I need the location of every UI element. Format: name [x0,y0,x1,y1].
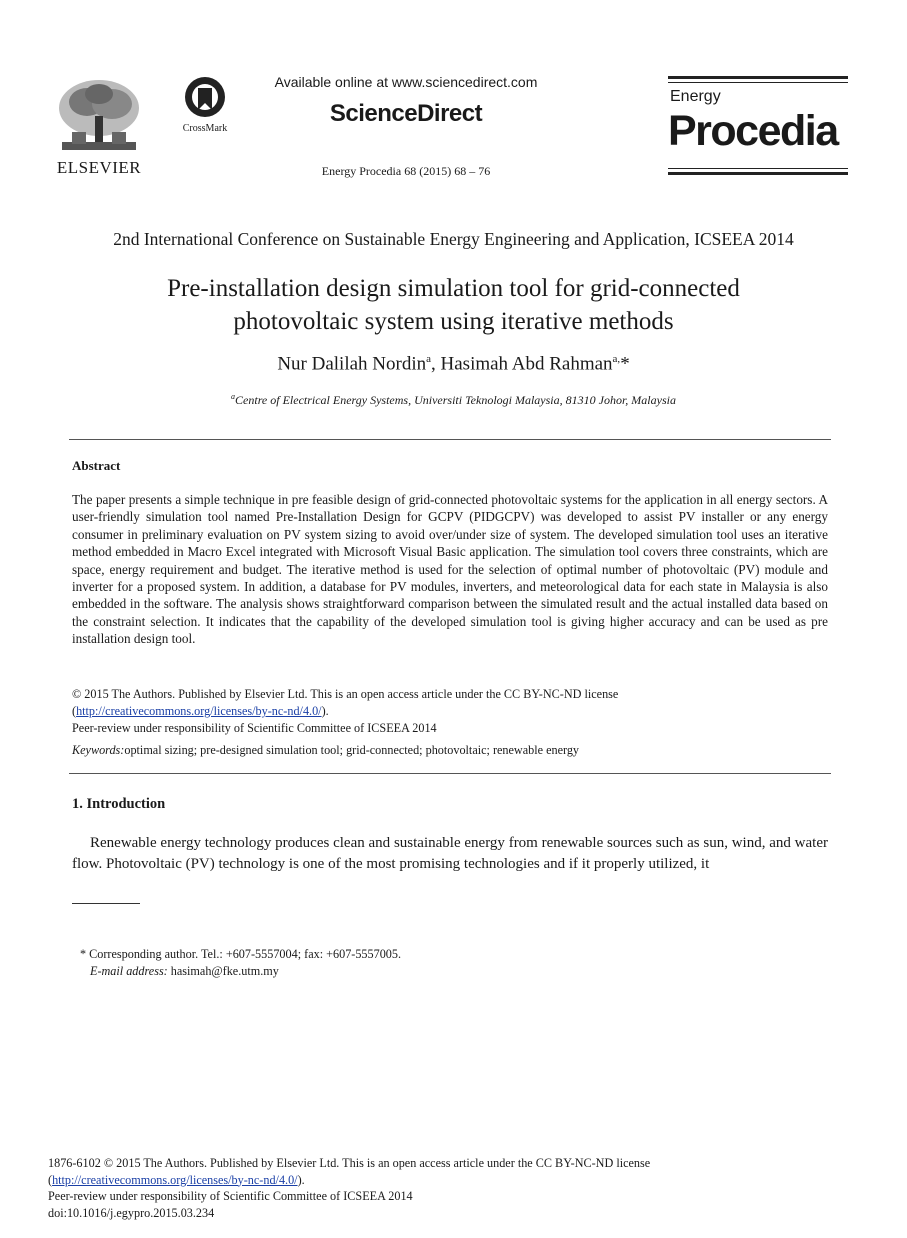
license-link-line [48,1172,868,1189]
divider [69,773,831,774]
energy-procedia-logo [668,76,848,176]
affiliation-text: Centre of Electrical Energy Systems, Universiti Teknologi Malaysia, 81310 Johor, Malaysia [235,393,676,407]
available-online-text[interactable]: Available online at www.sciencedirect.com [274,74,538,90]
author-separator: , [431,353,441,375]
corresponding-footnote [80,946,780,979]
peer-review-line: Peer-review under responsibility of Scientific Committee of ICSEEA 2014 [72,721,437,735]
logo-rule [668,76,848,79]
elsevier-logo [52,76,146,176]
paren-close: ). [297,1172,305,1187]
title-line: photovoltaic system using iterative methods [233,308,674,335]
paren-open: ( [48,1172,53,1187]
logo-procedia-word: Procedia [668,107,838,155]
corresponding-author-line: * Corresponding author. Tel.: +607-5557004; fax: +607-5557005. [80,947,402,961]
section-heading-introduction: 1. Introduction [72,796,166,812]
author-name: Hasimah Abd Rahman [440,353,613,375]
keywords-list: optimal sizing; pre-designed simulation tool; grid-connected; photovoltaic; renewable energy [124,743,580,757]
paper-title [60,272,847,338]
peer-review-line: Peer-review under responsibility of Scientific Committee of ICSEEA 2014 [48,1189,413,1204]
license-line: © 2015 The Authors. Published by Elsevier Ltd. This is an open access article under the CC BY-NC-ND license [72,687,619,701]
email-address[interactable]: hasimah@fke.utm.my [170,963,279,978]
abstract-heading: Abstract [72,458,121,473]
footnote-rule [72,903,140,904]
email-label: E-mail address: [90,963,168,978]
elsevier-tree-icon [52,76,146,156]
author-name: Nur Dalilah Nordin [277,353,427,375]
license-link[interactable]: http://creativecommons.org/licenses/by-nc-nd/4.0/ [52,1172,298,1187]
doi[interactable]: doi:10.1016/j.egypro.2015.03.234 [48,1205,215,1220]
author-affiliation-mark: a [426,353,432,365]
license-link-line [72,703,832,720]
logo-rule [668,82,848,83]
paren-open: ( [72,704,77,718]
abstract-body: The paper presents a simple technique in pre feasible design of grid-connected photovoltaic systems for the application in all energy sectors. A user-friendly simulation tool named Pre-Installation Design for GCPV (PIDGCPV) was developed to assist PV installer or any energy consumer in preliminary evaluation on PV system sizing to avoid over/under size of system. The developed simulation tool uses an iterative method embedded in Macro Excel integrated with Microsoft Visual Basic application. The simulation tool covers three constraints, which are space, energy requirement and budget. The iterative method is used for the selection of optimal number of photovoltaic (PV) module and inverter for a proposed system. In addition, a database for PV modules, inverters, and meteorological data for each state in Malaysia is also embedded in the software. The analysis shows straightforward comparison between the simulated result and the actual installed data based on the constraint selection. It indicates that the capability of the developed simulation tool is giving higher accuracy and can be used as pre installation design tool. [72,492,828,647]
affiliation-mark: a [231,392,236,401]
keywords-label: Keywords: [72,743,125,757]
bottom-copyright-block [48,1155,868,1221]
elsevier-wordmark: ELSEVIER [56,158,142,177]
journal-reference: Energy Procedia 68 (2015) 68 – 76 [321,164,491,178]
divider [69,439,831,440]
sciencedirect-brand[interactable]: ScienceDirect [329,100,483,127]
logo-rule [668,172,848,175]
keywords [72,743,832,758]
license-notice [72,686,832,737]
author-list [60,353,847,375]
affiliation [60,392,847,408]
paren-close: ). [321,704,329,718]
logo-rule [668,168,848,169]
introduction-body: Renewable energy technology produces clean and sustainable energy from renewable sources such as sun, wind, and water flow. Photovoltaic (PV) technology is one of the most promising technologies and if it properly utilized, it [72,835,828,872]
title-line: Pre-installation design simulation tool for grid-connected [167,275,740,302]
license-link[interactable]: http://creativecommons.org/licenses/by-nc-nd/4.0/ [76,704,322,718]
email-line [80,963,780,980]
author-affiliation-mark: a, [612,353,621,365]
crossmark-label: CrossMark [182,123,228,134]
corresponding-mark: * [620,353,630,375]
logo-energy-word: Energy [670,88,721,105]
copyright-line: 1876-6102 © 2015 The Authors. Published by Elsevier Ltd. This is an open access article under the CC BY-NC-ND license [48,1156,651,1170]
conference-name: 2nd International Conference on Sustainable Energy Engineering and Application, ICSEEA 2014 [113,229,794,249]
